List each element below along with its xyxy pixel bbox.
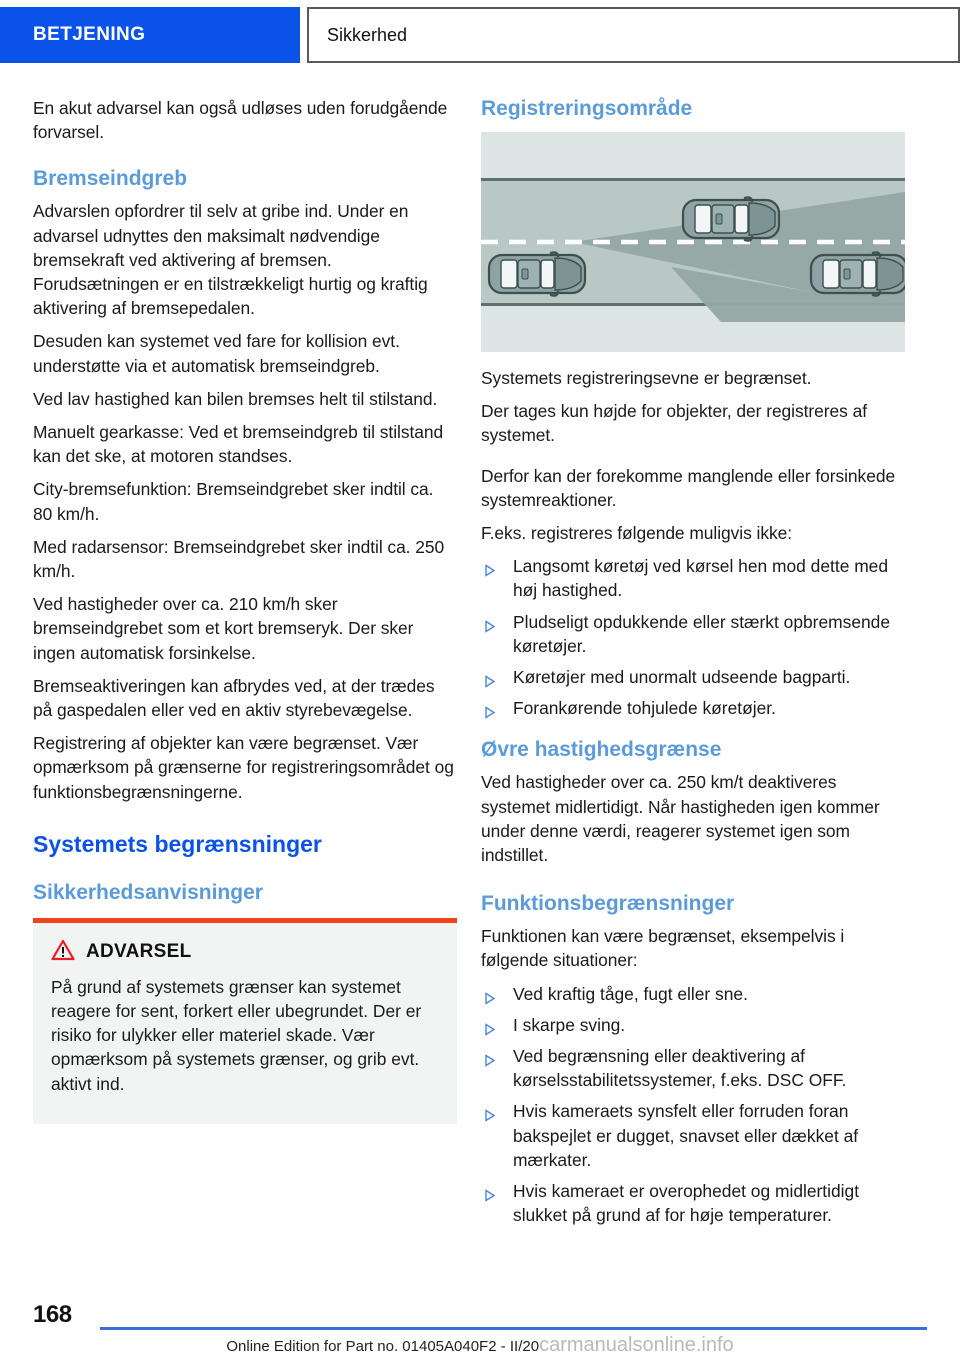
triangle-bullet-icon [484,701,496,725]
list-item-label: I skarpe sving. [513,1014,626,1035]
detection-range-illustration [481,132,905,352]
triangle-bullet-icon [484,1049,496,1073]
triangle-bullet-icon [484,615,496,639]
function-bullet-list [481,982,905,1228]
triangle-bullet-icon [484,1018,496,1042]
footer-divider [100,1327,927,1330]
paragraph-speed-limit: Ved hastigheder over ca. 250 km/t deaktiveres systemet midlertidigt. Når hastigheden igen kommer under denne værdi, reagerer systemet igen som indstillet. [481,772,880,866]
list-item-label: Hvis kameraets synsfelt eller forruden foran bakspejlet er dugget, snavset eller dækket af mærkater. [513,1101,859,1170]
list-item [481,1044,905,1092]
paragraph-brake-intervention-5: City-bremsefunktion: Bremseindgrebet sker indtil ca. 80 km/h. [33,479,434,524]
warning-header [51,939,439,966]
intro-paragraph: En akut advarsel kan også udløses uden forudgående forvarsel. [33,98,448,143]
triangle-bullet-icon [484,987,496,1011]
paragraph-detection-1: Systemets registreringsevne er begrænset. [481,368,812,388]
header-section-tab[interactable] [307,7,960,63]
header-chapter-tab[interactable] [0,7,300,63]
warning-text: På grund af systemets grænser kan systemet reagere for sent, forkert eller ubegrundet. Der er risiko for ulykker eller materiel skade. Vær opmærksom på systemets grænser, og grib evt. aktivt ind. [51,976,422,1094]
paragraph-brake-intervention-8: Bremseaktiveringen kan afbrydes ved, at der trædes på gaspedalen eller ved en aktiv styrebevægelse. [33,675,435,721]
paragraph-brake-intervention-3: Ved lav hastighed kan bilen bremses helt til stilstand. [33,388,438,409]
paragraph-brake-intervention-2: Desuden kan systemet ved fare for kollision evt. understøtte via et automatisk bremseindgreb. [33,331,400,376]
list-item-label: Forankørende tohjulede køretøjer. [513,698,776,719]
list-item [481,1099,905,1172]
list-item-label: Langsomt køretøj ved kørsel hen mod dette med høj hastighed. [513,556,889,601]
triangle-bullet-icon [484,670,496,694]
list-item [481,696,905,720]
list-item [481,554,905,602]
page-number: 168 [33,1301,72,1328]
list-item [481,982,905,1006]
paragraph-detection-4: F.eks. registreres følgende muligvis ikke: [481,523,793,544]
heading-systemets-begraensninger: Systemets begrænsninger [33,830,322,857]
heading-oevre-hastighedsgraense: Øvre hastighedsgrænse [481,738,722,762]
paragraph-brake-intervention-1: Advarslen opfordrer til selv at gribe ind. Under en advarsel udnyttes den maksimalt nødvendige bremsekraft ved aktivering af bremsen. Forudsætningen er en tilstrækkeligt hurtig og kraftig aktivering af bremsepedalen. [33,201,428,319]
heading-bremseindgreb: Bremseindgreb [33,167,188,191]
footer-text-row [0,1334,960,1357]
list-item [481,665,905,689]
paragraph-brake-intervention-7: Ved hastigheder over ca. 210 km/h sker bremseindgrebet som et kort bremseryk. Der sker ingen automatisk forsinkelse. [33,594,414,663]
registration-bullet-list [481,554,905,720]
heading-registreringsomraade: Registreringsområde [481,97,693,120]
paragraph-detection-3: Derfor kan der forekomme manglende eller forsinkede systemreaktioner. [481,465,896,510]
header-section-label: Sikkerhed [327,24,408,45]
paragraph-brake-intervention-4: Manuelt gearkasse: Ved et bremseindgreb til stilstand kan det ske, at motoren standses. [33,422,444,467]
list-item-label: Køretøjer med unormalt udseende bagparti. [513,667,851,688]
list-item [481,1013,905,1037]
paragraph-function-limits: Funktionen kan være begrænset, eksempelvis i følgende situationer: [481,926,845,971]
triangle-bullet-icon [484,1184,496,1208]
footer-edition-text: Online Edition for Part no. 01405A040F2 - II/20 [226,1338,540,1355]
list-item [481,1179,905,1227]
warning-triangle-icon [51,939,75,966]
warning-label: ADVARSEL [86,941,192,963]
warning-box [33,923,457,1124]
paragraph-brake-intervention-9: Registrering af objekter kan være begrænset. Vær opmærksom på grænserne for registreringsområdet og funktionsbegrænsningerne. [33,733,454,802]
heading-sikkerhedsanvisninger: Sikkerhedsanvisninger [33,880,263,904]
heading-funktionsbegraensninger: Funktionsbegrænsninger [481,892,735,916]
warning-callout [33,918,457,1124]
list-item-label: Pludseligt opdukkende eller stærkt opbremsende køretøjer. [513,611,891,656]
page-header [0,7,960,63]
paragraph-detection-2: Der tages kun højde for objekter, der registreres af systemet. [481,401,867,446]
left-column [33,96,457,1124]
list-item-label: Ved begrænsning eller deaktivering af kørselsstabilitetssystemer, f.eks. DSC OFF. [513,1046,847,1091]
triangle-bullet-icon [484,1104,496,1128]
list-item-label: Hvis kameraet er overophedet og midlertidigt slukket på grund af for høje temperaturer. [513,1181,860,1226]
paragraph-brake-intervention-6: Med radarsensor: Bremseindgrebet sker indtil ca. 250 km/h. [33,536,445,582]
list-item-label: Ved kraftig tåge, fugt eller sne. [513,983,748,1004]
right-column [481,96,905,1234]
triangle-bullet-icon [484,559,496,583]
footer-watermark: carmanualsonline.info [539,1334,734,1356]
header-chapter-label: BETJENING [33,24,146,45]
list-item [481,610,905,658]
